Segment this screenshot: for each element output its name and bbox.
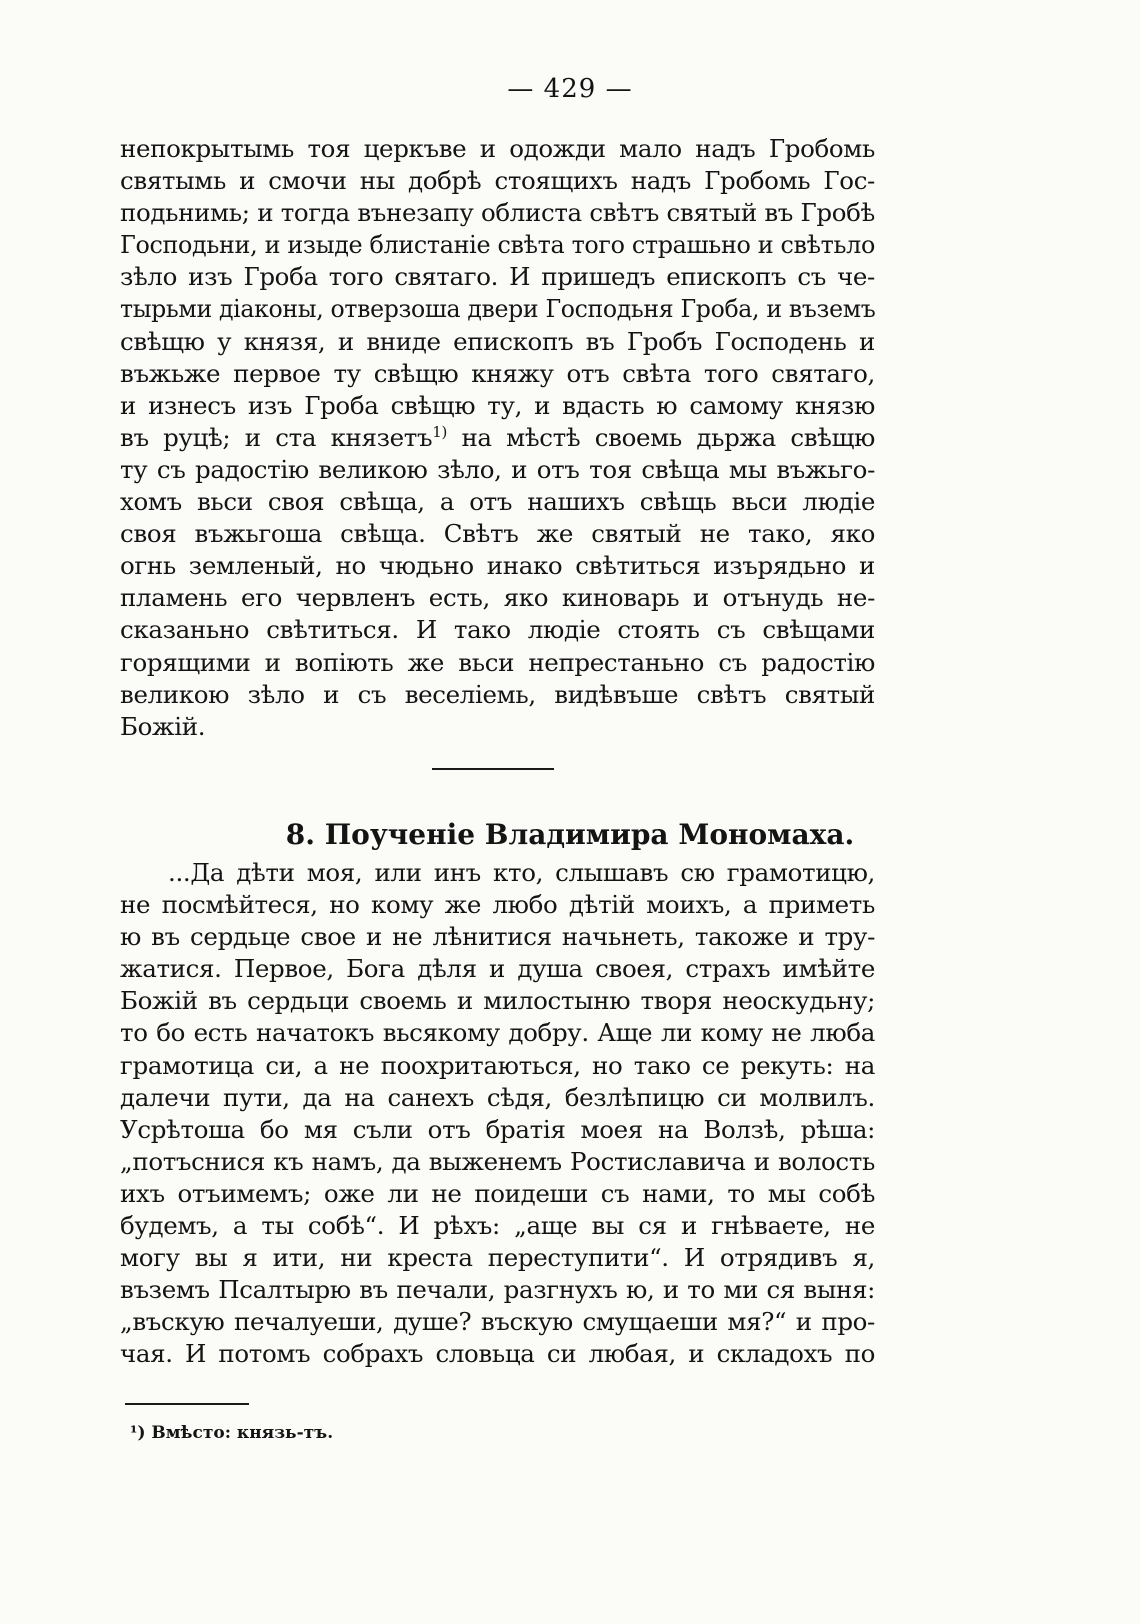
text-line: въжьже первое ту свѣщю княжу отъ свѣта того святаго, — [120, 358, 875, 388]
text-line-with-footnote — [120, 422, 875, 454]
text-line: могу вы я ити, ни креста переступити“. И отрядивъ я, — [120, 1243, 875, 1273]
text-line: Божій въ сердьци своемь и милостыню творя неоскудьну; — [120, 986, 875, 1016]
text-line: то бо есть начатокъ вьсякому добру. Аще ли кому не люба — [120, 1018, 875, 1048]
text-line: хомъ вьси своя свѣща, а отъ нашихъ свѣщь вьси людіе — [120, 487, 875, 517]
text-line: своя въжьгоша свѣща. Свѣтъ же святый не тако, яко — [120, 519, 875, 549]
text-line: Господьни, и изыде блистаніе свѣта того страшьно и свѣтьло — [120, 230, 875, 260]
footnote-rule — [125, 1403, 249, 1405]
section-separator — [432, 768, 554, 770]
footnote-marker: 1) — [432, 422, 447, 441]
text-line: далечи пути, да на санехъ сѣдя, безлѣпицю си молвилъ. — [120, 1082, 875, 1112]
text-line: горящими и вопіють же вьси непрестаньно съ радостію — [120, 647, 875, 677]
text-line: тырьми діаконы, отверзоша двери Господьня Гроба, и въземъ — [120, 294, 876, 324]
text-segment: въ руцѣ; и ста князетъ — [120, 422, 433, 452]
text-line: подьнимь; и тогда вънезапу облиста свѣтъ святый въ Гробѣ — [120, 198, 875, 228]
text-line: „потъснися къ намъ, да выженемъ Ростиславича и волость — [120, 1146, 875, 1176]
text-line: непокрытымь тоя церкъве и одожди мало надъ Гробомь — [120, 134, 875, 163]
text-line: Усрѣтоша бо мя съли отъ братія моея на Волзѣ, рѣша: — [120, 1114, 875, 1144]
section-heading: 8. Поученіе Владимира Мономаха. — [285, 818, 855, 851]
text-line: сказаньно свѣтиться. И тако людіе стоять съ свѣщами — [120, 615, 875, 645]
text-line: будемъ, а ты собѣ“. И рѣхъ: „аще вы ся и гнѣваете, не — [120, 1211, 875, 1241]
text-line: великою зѣло и съ веселіемь, видѣвъше свѣтъ святый — [120, 679, 875, 709]
passage-1 — [120, 133, 875, 743]
text-line: святымь и смочи ны добрѣ стоящихъ надъ Гробомь Гос- — [120, 166, 875, 196]
page-number: — 429 — — [507, 74, 633, 104]
footnote: ¹) Вмѣсто: князь-тъ. — [130, 1423, 334, 1443]
text-line: огнь земленый, но чюдьно инако свѣтиться изърядьно и — [120, 551, 875, 581]
text-line: зѣло изъ Гроба того святаго. И пришедъ епископъ съ че- — [120, 262, 875, 292]
text-line: чая. И потомъ собрахъ словьца си любая, и складохъ по — [120, 1339, 875, 1369]
text-line: и изнесъ изъ Гроба свѣщю ту, и вдасть ю самому князю — [120, 390, 875, 420]
text-line: въземъ Псалтырю въ печали, разгнухъ ю, и то ми ся выня: — [120, 1275, 875, 1305]
passage-2 — [120, 857, 875, 1371]
text-line: ...Да дѣти моя, или инъ кто, слышавъ сю грамотицю, — [168, 858, 875, 887]
text-line: ихъ отъимемъ; оже ли не поидеши съ нами, то мы собѣ — [120, 1178, 875, 1208]
text-line: ю въ сердьце свое и не лѣнитися начьнеть, такоже и тру- — [120, 922, 875, 952]
text-line: грамотица си, а не поохритаються, но тако се рекуть: на — [120, 1050, 875, 1080]
text-line: пламень его червленъ есть, яко киноварь и отънудь не- — [120, 583, 875, 613]
text-line: жатися. Первое, Бога дѣля и душа своея, страхъ имѣйте — [120, 954, 875, 984]
text-line: не посмѣйтеся, но кому же любо дѣтій моихъ, а приметь — [120, 890, 875, 920]
text-line: свѣщю у князя, и вниде епископъ въ Гробъ Господень и — [120, 326, 875, 356]
text-line: „въскую печалуеши, душе? въскую смущаеши мя?“ и про- — [120, 1307, 875, 1337]
text-line: ту съ радостію великою зѣло, и отъ тоя свѣща мы въжьго- — [120, 454, 875, 484]
text-line: Божій. — [120, 711, 206, 741]
text-segment: на мѣстѣ своемь дьржа свѣщю — [446, 422, 875, 452]
